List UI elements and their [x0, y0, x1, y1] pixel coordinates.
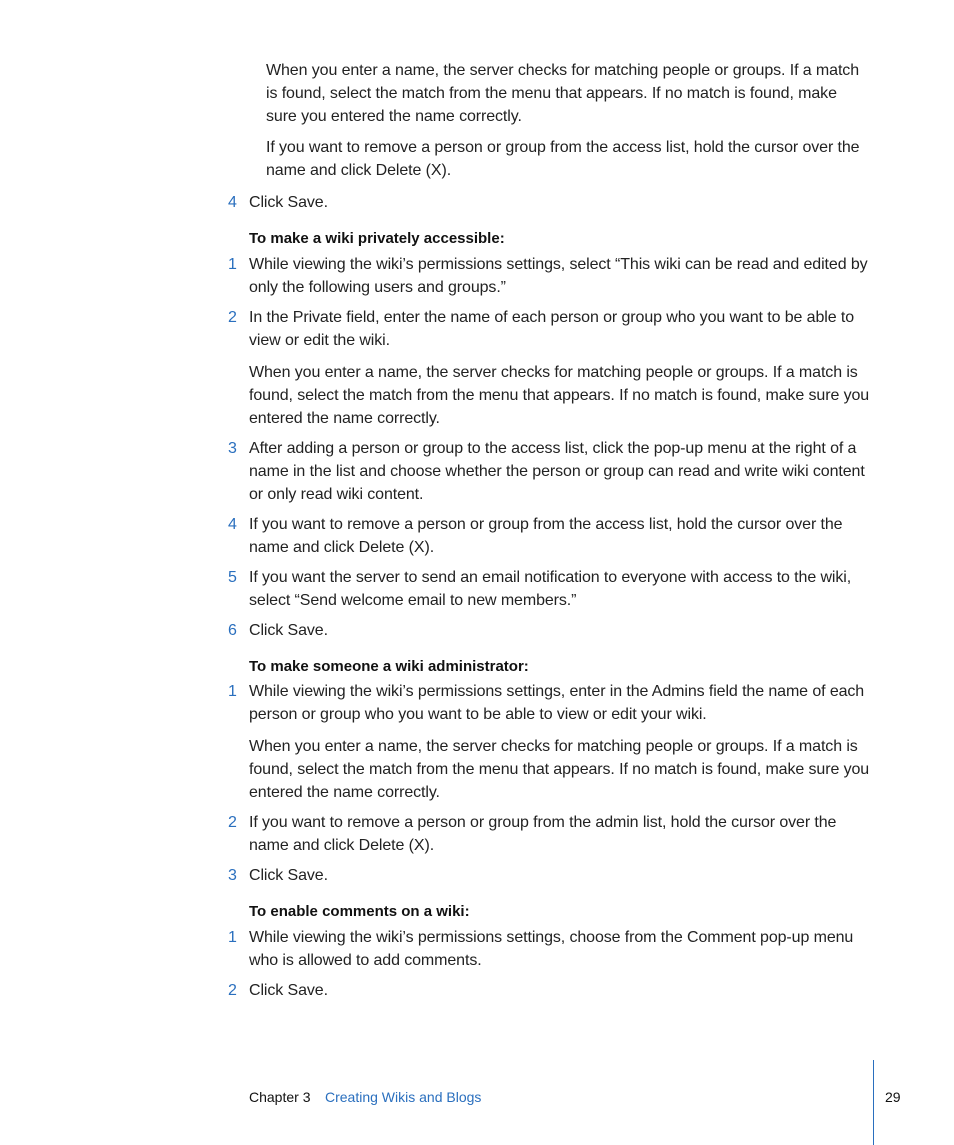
- step-text: While viewing the wiki’s permissions settings, select “This wiki can be read and edited by only the following users and groups.”: [249, 256, 868, 296]
- step-number: 1: [228, 929, 237, 946]
- step-number: 2: [228, 814, 237, 831]
- step-number: 3: [228, 440, 237, 457]
- section-heading-comments: To enable comments on a wiki:: [249, 903, 470, 920]
- step-text: If you want to remove a person or group from the admin list, hold the cursor over the name and click Delete (X).: [249, 814, 837, 854]
- step-text: In the Private field, enter the name of each person or group who you want to be able to view or edit the wiki.: [249, 309, 855, 349]
- step-text: Click Save.: [249, 194, 328, 211]
- step-text: After adding a person or group to the access list, click the pop-up menu at the right of a name in the list and choose whether the person or group can read and write wiki content or only read wiki content.: [249, 440, 865, 503]
- step-number: 4: [228, 516, 237, 533]
- intro-paragraph-remove-person: If you want to remove a person or group from the access list, hold the cursor over the name and click Delete (X).: [266, 139, 860, 179]
- step-number: 4: [228, 194, 237, 211]
- step-text: Click Save.: [249, 982, 328, 999]
- step-text: Click Save.: [249, 622, 328, 639]
- step-number: 6: [228, 622, 237, 639]
- section-heading-admin: To make someone a wiki administrator:: [249, 658, 529, 675]
- step-number: 1: [228, 256, 237, 273]
- step-text: Click Save.: [249, 867, 328, 884]
- step-text: While viewing the wiki’s permissions settings, enter in the Admins field the name of each person or group who you want to be able to view or edit your wiki.: [249, 683, 865, 723]
- admin-note-name-matching: When you enter a name, the server checks for matching people or groups. If a match is found, select the match from the menu that appears. If no match is found, make sure you entered the name correctly.: [249, 738, 870, 801]
- step-number: 2: [228, 982, 237, 999]
- step-number: 3: [228, 867, 237, 884]
- step-text: If you want the server to send an email notification to everyone with access to the wiki, select “Send welcome email to new members.”: [249, 569, 852, 609]
- step-text: If you want to remove a person or group from the access list, hold the cursor over the name and click Delete (X).: [249, 516, 843, 556]
- intro-paragraph-name-matching: When you enter a name, the server checks for matching people or groups. If a match is found, select the match from the menu that appears. If no match is found, make sure you entered the name correctly.: [266, 62, 859, 125]
- page-number: 29: [885, 1089, 901, 1105]
- step-text: While viewing the wiki’s permissions settings, choose from the Comment pop-up menu who is allowed to add comments.: [249, 929, 854, 969]
- footer-chapter-label: Chapter 3: [249, 1089, 311, 1105]
- step-number: 2: [228, 309, 237, 326]
- footer-divider: [873, 1060, 874, 1145]
- section-heading-private: To make a wiki privately accessible:: [249, 230, 505, 247]
- private-note-name-matching: When you enter a name, the server checks for matching people or groups. If a match is found, select the match from the menu that appears. If no match is found, make sure you entered the name correctly.: [249, 364, 870, 427]
- footer-chapter-title-link[interactable]: Creating Wikis and Blogs: [325, 1089, 482, 1105]
- step-number: 1: [228, 683, 237, 700]
- step-number: 5: [228, 569, 237, 586]
